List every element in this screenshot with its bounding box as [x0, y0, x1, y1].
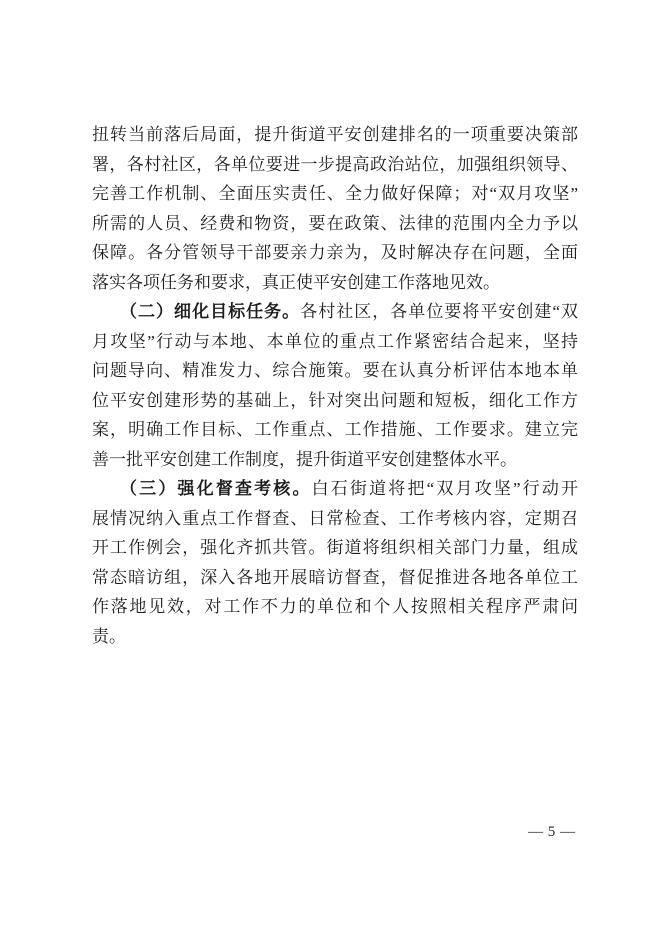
document-body [92, 120, 578, 651]
text-line-with-heading [92, 297, 578, 327]
text-line: 落实各项任务和要求，真正使平安创建工作落地见效。 [92, 272, 500, 292]
text-line: 作落地见效，对工作不力的单位和个人按照相关程序严肃问 [92, 597, 578, 616]
text-line: 所需的人员、经费和物资，要在政策、法律的范围内全力予以 [92, 213, 578, 233]
text-line: 常态暗访组，深入各地开展暗访督查，督促推进各地各单位工 [92, 567, 578, 587]
heading-line-rest: 白石街道将把“双月攻坚”行动开 [311, 479, 579, 498]
paragraph-1 [92, 120, 578, 297]
text-line: 责。 [92, 626, 126, 646]
section-heading: （二）细化目标任务。 [120, 302, 301, 321]
text-line: 保障。各分管领导干部要亲力亲为，及时解决存在问题，全面 [92, 243, 578, 262]
text-line: 案，明确工作目标、工作重点、工作措施、工作要求。建立完 [92, 420, 578, 439]
section-heading: （三）强化督查考核。 [120, 479, 312, 498]
text-line: 开工作例会，强化齐抓共管。街道将组织相关部门力量，组成 [92, 538, 578, 557]
heading-line-rest: 各村社区，各单位要将平安创建“双 [300, 302, 579, 321]
text-line: 位平安创建形势的基础上，针对突出问题和短板，细化工作方 [92, 390, 578, 410]
page-number: — 5 — [528, 824, 576, 840]
text-line: 问题导向、精准发力、综合施策。要在认真分析评估本地本单 [92, 361, 578, 380]
text-line: 署，各村社区，各单位要进一步提高政治站位，加强组织领导、 [92, 154, 578, 174]
text-line: 完善工作机制、全面压实责任、全力做好保障；对“双月攻坚” [92, 184, 578, 203]
text-line: 扭转当前落后局面，提升街道平安创建排名的一项重要决策部 [92, 125, 578, 144]
text-line: 展情况纳入重点工作督查、日常检查、工作考核内容，定期召 [92, 508, 578, 528]
paragraph-2 [92, 297, 578, 474]
text-line-with-heading [92, 474, 578, 504]
paragraph-3 [92, 474, 578, 651]
text-line: 善一批平安创建工作制度，提升街道平安创建整体水平。 [92, 449, 517, 469]
text-line: 月攻坚”行动与本地、本单位的重点工作紧密结合起来，坚持 [92, 331, 578, 351]
